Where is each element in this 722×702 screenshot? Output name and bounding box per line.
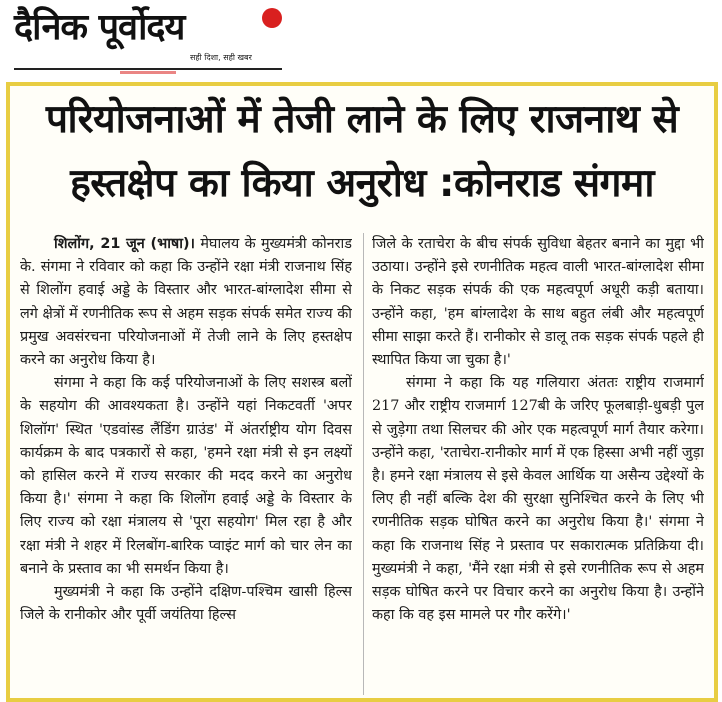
paragraph-text: मेघालय के मुख्यमंत्री कोनराड के. संगमा ने रविवार को कहा कि उन्होंने रक्षा मंत्री राजनाथ सिंह से शिलोंग हवाई अड्डे के विस्तार और भारत-बांग्लादेश सीमा से लगे क्षेत्रों में रणनीतिक रूप से अहम सड़क संपर्क समेत राज्य की प्रमुख अवसंरचना परियोजनाओं में तेजी लाने के लिए हस्तक्षेप करने का अनुरोध किया है। bbox=[20, 236, 352, 369]
newspaper-title: दैनिक पूर्वोदय bbox=[14, 7, 185, 48]
article-paragraph bbox=[20, 233, 352, 372]
article-body bbox=[20, 233, 710, 695]
article-paragraph: मुख्यमंत्री ने कहा कि उन्होंने दक्षिण-पश्चिम खासी हिल्स जिले के रानीकोर और पूर्वी जयंतिया हिल्स bbox=[20, 584, 352, 624]
newspaper-logo bbox=[14, 4, 282, 68]
article-column-right bbox=[372, 233, 704, 695]
article-paragraph: जिले के रताचेरा के बीच संपर्क सुविधा बेहतर बनाने का मुद्दा भी उठाया। उन्होंने इसे रणनीतिक महत्व वाली भारत-बांग्लादेश सीमा के निकट सड़क संपर्क की एक महत्वपूर्ण अधूरी कड़ी बताया। उन्होंने कहा, 'हम बांग्लादेश के साथ बहुत लंबी और महत्वपूर्ण सीमा साझा करते हैं। रानीकोर से डालू तक सड़क संपर्क पहले ही स्थापित किया जा चुका है।' bbox=[372, 236, 704, 369]
article-headline: परियोजनाओं में तेजी लाने के लिए राजनाथ से हस्तक्षेप का किया अनुरोध :कोनराड संगमा bbox=[45, 97, 679, 206]
masthead bbox=[0, 0, 722, 80]
article-dateline: शिलोंग, 21 जून (भाषा)। bbox=[54, 236, 195, 252]
masthead-rule bbox=[14, 68, 282, 70]
column-divider bbox=[363, 233, 364, 695]
article-paragraph: संगमा ने कहा कि कई परियोजनाओं के लिए सशस्त्र बलों के सहयोग की आवश्यकता है। उन्होंने यहां निकटवर्ती 'अपर शिलॉग' स्थित 'एडवांस्ड लैंडिंग ग्राउंड' में अंतर्राष्ट्रीय योग दिवस कार्यक्रम के बाद पत्रकारों से कहा, 'हमने रक्षा मंत्री से इन लक्ष्यों को हासिल करने में राज्य सरकार की मदद करने का अनुरोध किया है।' संगमा ने कहा कि शिलोंग हवाई अड्डे के विस्तार के लिए राज्य को रक्षा मंत्रालय से 'पूरा सहयोग' मिल रहा है और रक्षा मंत्री ने शहर में रिलबोंग-बारिक प्वाइंट मार्ग को चार लेन का बनाने के प्रस्ताव का भी समर्थन किया है। bbox=[20, 375, 352, 577]
article-column-left bbox=[20, 233, 352, 695]
newspaper-tagline: सही दिशा, सही खबर bbox=[190, 53, 252, 62]
sun-icon bbox=[262, 8, 282, 28]
article-frame bbox=[6, 82, 718, 702]
article-paragraph: संगमा ने कहा कि यह गलियारा अंततः राष्ट्रीय राजमार्ग 217 और राष्ट्रीय राजमार्ग 127बी के जरिए फूलबाड़ी-धुबड़ी पुल से जुड़ेगा तथा सिलचर की ओर एक महत्वपूर्ण मार्ग तैयार करेगा। उन्होंने कहा, 'रताचेरा-रानीकोर मार्ग में एक हिस्सा अभी नहीं जुड़ा है। हमने रक्षा मंत्रालय से इसे केवल आर्थिक या असैन्य उद्देश्यों के लिए ही नहीं बल्कि देश की सुरक्षा सुनिश्चित करने के लिए भी रणनीतिक सड़क घोषित करने का अनुरोध किया है।' संगमा ने कहा कि राजनाथ सिंह ने प्रस्ताव पर सकारात्मक प्रतिक्रिया दी। मुख्यमंत्री ने कहा, 'मैंने रक्षा मंत्री से इसे रणनीतिक रूप से अहम सड़क घोषित करने पर विचार करने का अनुरोध किया है। उन्होंने कहा कि वह इस मामले पर गौर करेंगे।' bbox=[372, 375, 704, 624]
masthead-accent-line bbox=[120, 71, 176, 74]
